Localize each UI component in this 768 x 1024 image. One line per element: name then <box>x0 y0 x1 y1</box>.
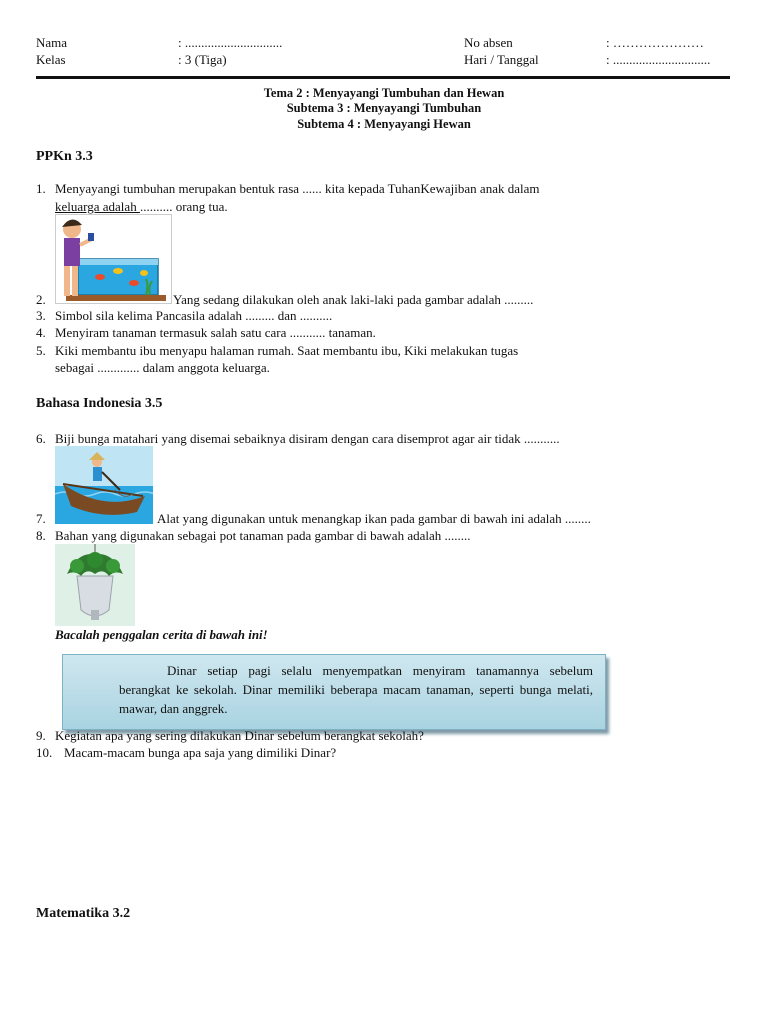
question-6: Biji bunga matahari yang disemai sebaiknya disiram dengan cara disemprot agar air tidak ........... <box>55 431 560 446</box>
story-box <box>62 654 606 730</box>
question-5-line-1: Kiki membantu ibu menyapu halaman rumah. Saat membantu ibu, Kiki melakukan tugas <box>55 343 519 358</box>
question-number: 6. <box>36 431 46 446</box>
fisherman-boat-image <box>55 446 153 524</box>
question-3: Simbol sila kelima Pancasila adalah ......... dan .......... <box>55 308 333 323</box>
absen-label: No absen <box>464 35 513 50</box>
tanggal-label: Hari / Tanggal <box>464 52 539 67</box>
question-5-line-2: sebagai ............. dalam anggota keluarga. <box>55 360 270 375</box>
theme-title: Tema 2 : Menyayangi Tumbuhan dan Hewan <box>263 86 505 100</box>
question-7: Alat yang digunakan untuk menangkap ikan pada gambar di bawah ini adalah ........ <box>157 511 591 526</box>
question-number: 7. <box>36 511 46 526</box>
question-number: 8. <box>36 528 46 543</box>
nama-field[interactable]: : .............................. <box>178 35 283 50</box>
section-ppkn: PPKn 3.3 <box>36 149 93 164</box>
section-bahasa-indonesia: Bahasa Indonesia 3.5 <box>36 396 163 411</box>
story-paragraph: Dinar setiap pagi selalu menyempatkan menyiram tanamannya sebelum berangkat ke sekolah. Dinar memiliki beberapa macam tanaman, seperti bunga melati, mawar, dan anggrek. <box>119 663 593 716</box>
boy-feeding-fish-image <box>55 214 172 304</box>
section-matematika: Matematika 3.2 <box>36 906 131 921</box>
bottle-planter-image <box>55 544 135 626</box>
nama-label: Nama <box>36 35 68 50</box>
question-1-line-1: Menyayangi tumbuhan merupakan bentuk rasa ...... kita kepada TuhanKewajiban anak dalam <box>55 181 540 196</box>
question-8: Bahan yang digunakan sebagai pot tanaman pada gambar di bawah adalah ........ <box>55 528 471 543</box>
question-1-blank: .......... orang tua. <box>139 199 228 214</box>
tanggal-field[interactable]: : .............................. <box>606 52 711 67</box>
question-number: 5. <box>36 343 46 358</box>
kelas-value: : 3 (Tiga) <box>178 52 227 67</box>
subtheme-4-title: Subtema 4 : Menyayangi Hewan <box>297 117 471 131</box>
question-4: Menyiram tanaman termasuk salah satu cara ........... tanaman. <box>55 325 376 340</box>
header-divider <box>36 76 730 79</box>
story-text <box>119 661 593 718</box>
question-10: Macam-macam bunga apa saja yang dimiliki Dinar? <box>64 745 337 760</box>
question-1-line-2 <box>55 199 228 215</box>
subtheme-3-title: Subtema 3 : Menyayangi Tumbuhan <box>286 101 482 115</box>
question-number: 9. <box>36 728 46 743</box>
question-number: 3. <box>36 308 46 323</box>
keluarga-underlined: keluarga adalah <box>55 199 140 214</box>
question-2: Yang sedang dilakukan oleh anak laki-laki pada gambar adalah ......... <box>173 292 534 307</box>
question-number: 4. <box>36 325 46 340</box>
question-number: 2. <box>36 292 46 307</box>
kelas-label: Kelas <box>36 52 66 67</box>
question-number: 1. <box>36 181 46 196</box>
question-number: 10. <box>36 745 53 760</box>
question-9: Kegiatan apa yang sering dilakukan Dinar sebelum berangkat sekolah? <box>55 728 424 743</box>
absen-field[interactable]: : ………………… <box>606 35 704 50</box>
reading-instruction: Bacalah penggalan cerita di bawah ini! <box>55 627 268 642</box>
